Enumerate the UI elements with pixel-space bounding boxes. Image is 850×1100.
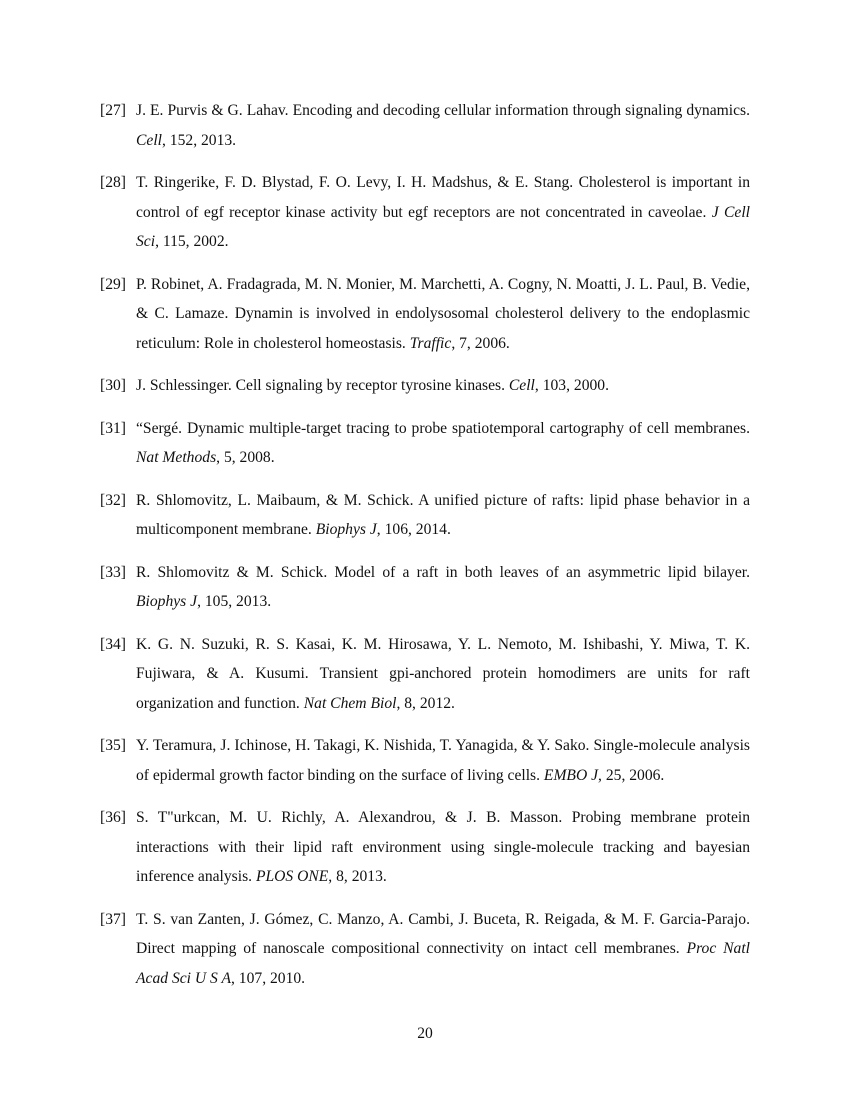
reference-citation: R. Shlomovitz, L. Maibaum, & M. Schick. A unified picture of rafts: lipid phase behavior in a multicomponent membrane. xyxy=(136,491,750,538)
reference-text xyxy=(136,414,750,473)
reference-number: [31] xyxy=(100,419,126,437)
reference-volume-year: , 106, 2014. xyxy=(376,521,451,538)
reference-citation: “Sergé. Dynamic multiple-target tracing to probe spatiotemporal cartography of cell membranes. xyxy=(136,419,750,437)
reference-text xyxy=(136,486,750,545)
reference-citation: S. T"urkcan, M. U. Richly, A. Alexandrou, & J. B. Masson. Probing membrane protein interactions with their lipid raft environment using single-molecule tracking and bayesian inference analysis. xyxy=(136,809,750,885)
reference-volume-year: , 25, 2006. xyxy=(598,766,665,784)
reference-number: [30] xyxy=(100,377,126,394)
reference-item xyxy=(100,486,750,545)
reference-item xyxy=(100,96,750,155)
reference-volume-year: , 7, 2006. xyxy=(451,334,510,352)
reference-citation: P. Robinet, A. Fradagrada, M. N. Monier, M. Marchetti, A. Cogny, N. Moatti, J. L. Paul, B. Vedie, & C. Lamaze. Dynamin is involved in endolysosomal cholesterol delivery to the endoplasmic reticulum: Role in cholesterol homeostasis. xyxy=(136,275,750,352)
reference-number: [35] xyxy=(100,737,126,754)
reference-citation: T. Ringerike, F. D. Blystad, F. O. Levy, I. H. Madshus, & E. Stang. Cholesterol is important in control of egf receptor kinase activity but egf receptors are not concentrated in caveolae. xyxy=(136,174,750,221)
reference-text xyxy=(136,731,750,790)
reference-number: [28] xyxy=(100,174,126,191)
references-list xyxy=(100,96,750,1006)
reference-volume-year: , 8, 2012. xyxy=(396,694,455,712)
reference-volume-year: , 8, 2013. xyxy=(328,868,387,885)
reference-volume-year: , 5, 2008. xyxy=(216,449,275,466)
reference-item xyxy=(100,270,750,359)
reference-journal: Biophys J xyxy=(136,593,198,610)
reference-journal: PLOS ONE xyxy=(255,868,329,885)
reference-number: [34] xyxy=(100,635,126,653)
reference-item xyxy=(100,630,750,719)
reference-text xyxy=(136,630,750,719)
reference-item xyxy=(100,558,750,617)
reference-volume-year: , 115, 2002. xyxy=(155,233,229,250)
reference-number: [29] xyxy=(100,275,126,293)
reference-item xyxy=(100,803,750,892)
reference-journal: Nat Chem Biol xyxy=(303,694,397,712)
reference-citation: K. G. N. Suzuki, R. S. Kasai, K. M. Hirosawa, Y. L. Nemoto, M. Ishibashi, Y. Miwa, T. K. Fujiwara, & A. Kusumi. Transient gpi-anchored protein homodimers are units for raft organization and function. xyxy=(136,635,750,712)
reference-journal: Traffic xyxy=(409,334,452,352)
reference-citation: T. S. van Zanten, J. Gómez, C. Manzo, A. Cambi, J. Buceta, R. Reigada, & M. F. Garcia-Parajo. Direct mapping of nanoscale compositional connectivity on intact cell membranes. xyxy=(136,910,750,957)
reference-item xyxy=(100,905,750,994)
reference-citation: Y. Teramura, J. Ichinose, H. Takagi, K. Nishida, T. Yanagida, & Y. Sako. Single-molecule analysis of epidermal growth factor binding on the surface of living cells. xyxy=(136,737,750,784)
reference-journal: Proc Natl Acad Sci U S A xyxy=(136,940,751,987)
reference-journal: Nat Methods xyxy=(136,449,217,466)
reference-item xyxy=(100,414,750,473)
reference-citation: R. Shlomovitz & M. Schick. Model of a raft in both leaves of an asymmetric lipid bilayer. xyxy=(136,563,750,581)
reference-journal: EMBO J xyxy=(543,766,599,784)
reference-number: [33] xyxy=(100,563,126,581)
reference-number: [27] xyxy=(100,102,126,119)
reference-item xyxy=(100,371,750,401)
reference-volume-year: , 152, 2013. xyxy=(162,131,237,149)
reference-text xyxy=(136,371,750,401)
reference-text xyxy=(136,803,750,892)
reference-volume-year: , 107, 2010. xyxy=(231,969,306,987)
reference-volume-year: , 103, 2000. xyxy=(534,377,609,394)
reference-citation: J. E. Purvis & G. Lahav. Encoding and decoding cellular information through signaling dynamics. xyxy=(136,102,750,119)
reference-volume-year: , 105, 2013. xyxy=(197,593,272,610)
reference-journal: Cell xyxy=(508,377,535,394)
reference-journal: J Cell Sci xyxy=(136,203,751,250)
reference-journal: Cell xyxy=(136,131,162,149)
reference-number: [37] xyxy=(100,910,126,928)
reference-text xyxy=(136,168,750,257)
reference-item xyxy=(100,731,750,790)
reference-journal: Biophys J xyxy=(315,521,377,538)
reference-number: [36] xyxy=(100,809,126,826)
reference-citation: J. Schlessinger. Cell signaling by receptor tyrosine kinases. xyxy=(136,377,505,394)
reference-text xyxy=(136,905,750,994)
reference-text xyxy=(136,96,750,155)
reference-text xyxy=(136,270,750,359)
reference-text xyxy=(136,558,750,617)
page-number: 20 xyxy=(417,1025,433,1042)
reference-item xyxy=(100,168,750,257)
reference-number: [32] xyxy=(100,491,126,509)
